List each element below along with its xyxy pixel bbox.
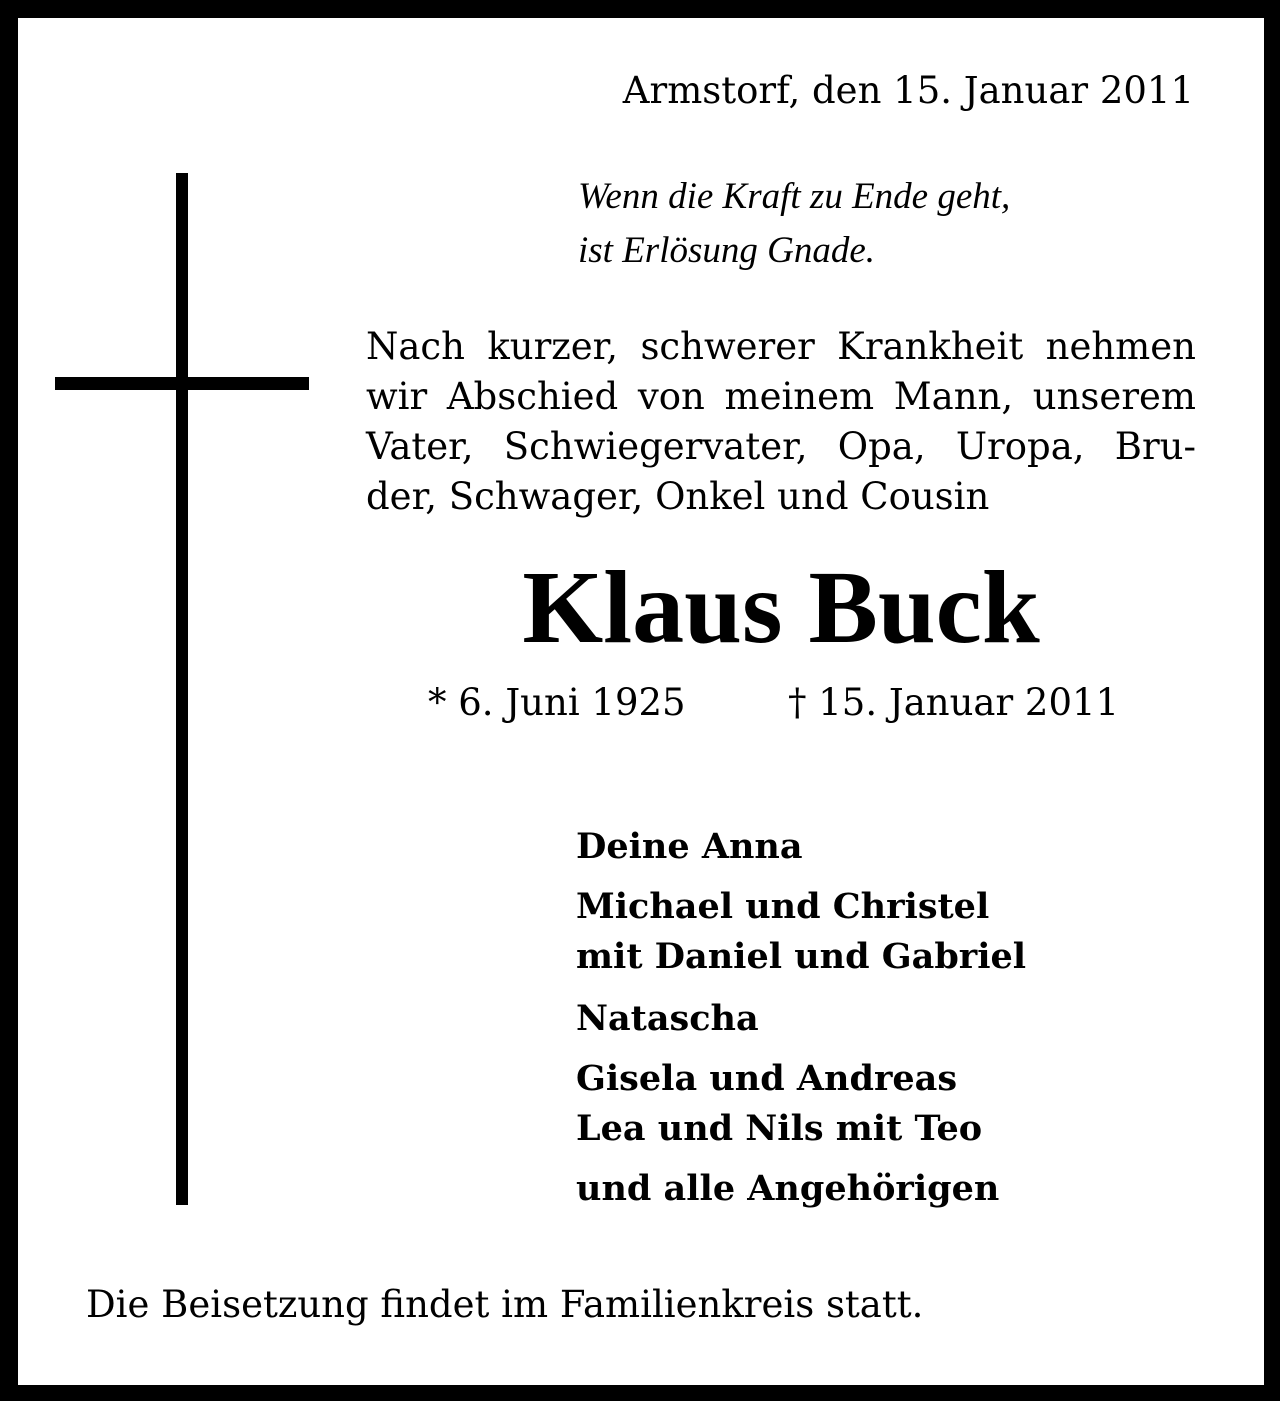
mourner-line: Gisela und Andreas [576, 1058, 958, 1099]
birth-date: * 6. Juni 1925 [428, 681, 686, 724]
cross-horizontal-bar [55, 377, 309, 390]
cross-vertical-bar [176, 173, 188, 1205]
intro-text [366, 322, 1196, 522]
motto-line: ist Erlösung Gnade. [578, 230, 876, 271]
deceased-name: Klaus Buck [522, 550, 1040, 665]
funeral-note: Die Beisetzung findet im Familienkreis statt. [86, 1283, 924, 1326]
mourner-line: mit Daniel und Gabriel [576, 936, 1027, 977]
mourner-line: und alle Angehörigen [576, 1168, 1000, 1209]
intro-line: wir Abschied von meinem Mann, unserem [366, 375, 1196, 418]
mourner-line: Lea und Nils mit Teo [576, 1108, 983, 1149]
mourner-line: Deine Anna [576, 826, 803, 867]
intro-line: Nach kurzer, schwerer Krankheit nehmen [366, 325, 1196, 368]
intro-line: der, Schwager, Onkel und Cousin [366, 475, 990, 518]
place-and-date: Armstorf, den 15. Januar 2011 [622, 69, 1194, 112]
motto [578, 170, 1010, 278]
mourner-line: Michael und Christel [576, 886, 990, 927]
death-date: † 15. Januar 2011 [788, 681, 1120, 724]
mourner-line: Natascha [576, 998, 759, 1039]
intro-line: Vater, Schwiegervater, Opa, Uropa, Bru- [366, 425, 1196, 468]
motto-line: Wenn die Kraft zu Ende geht, [578, 176, 1011, 217]
